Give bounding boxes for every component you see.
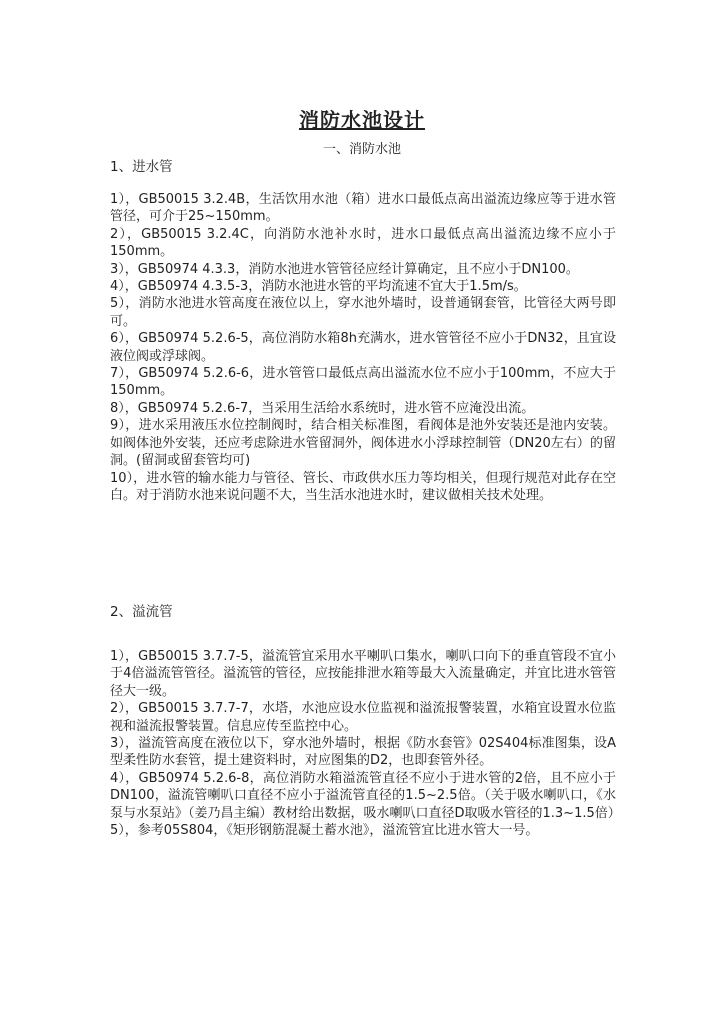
paragraph: 5），消防水池进水管高度在液位以上，穿水池外墙时，设普通钢套管，比管径大两号即可。 xyxy=(110,296,616,329)
paragraph: 10），进水管的输水能力与管径、管长、市政供水压力等均相关，但现行规范对此存在空白。对于消防水池来说问题不大，当生活水池进水时，建议做相关技术处理。 xyxy=(110,470,616,503)
paragraph: 1），GB50015 3.7.7-5，溢流管宜采用水平喇叭口集水，喇叭口向下的垂直管段不宜小于4倍溢流管管径。溢流管的管径，应按能排泄水箱等最大入流量确定，并宜比进水管管径大一级。 xyxy=(110,649,616,699)
page-title: 消防水池设计 xyxy=(299,108,425,132)
paragraph: 1），GB50015 3.2.4B，生活饮用水池（箱）进水口最低点高出溢流边缘应等于进水管管径，可介于25~150mm。 xyxy=(110,192,616,225)
section-inlet-pipe-body xyxy=(110,191,616,504)
paragraph: 7），GB50974 5.2.6-6，进水管管口最低点高出溢流水位不应小于100mm，不应大于150mm。 xyxy=(110,366,616,399)
paragraph: 3），GB50974 4.3.3，消防水池进水管管径应经计算确定，且不应小于DN100。 xyxy=(110,261,579,277)
paragraph: 8），GB50974 5.2.6-7，当采用生活给水系统时，进水管不应淹没出流。 xyxy=(110,400,535,416)
paragraph: 2），GB50015 3.2.4C，向消防水池补水时，进水口最低点高出溢流边缘不应小于150mm。 xyxy=(110,226,616,260)
section-heading-inlet-pipe: 1、进水管 xyxy=(110,159,173,175)
page-subtitle: 一、消防水池 xyxy=(322,142,401,157)
paragraph: 4），GB50974 4.3.5-3，消防水池进水管的平均流速不宜大于1.5m/s。 xyxy=(110,279,527,295)
section-overflow-pipe-body xyxy=(110,648,621,839)
paragraph: 3），溢流管高度在液位以下，穿水池外墙时，根据《防水套管》02S404标准图集，设A型柔性防水套管，提土建资料时，对应图集的D2，也即套管外径。 xyxy=(110,736,616,769)
paragraph: 5），参考05S804，《矩形钢筋混凝土蓄水池》，溢流管宜比进水管大一号。 xyxy=(110,823,539,839)
paragraph: 9），进水采用液压水位控制阀时，结合相关标准图，看阀体是池外安装还是池内安装。如阀体池外安装，还应考虑除进水管留洞外，阀体进水小浮球控制管（DN20左右）的留洞。(留洞或留套管均可) xyxy=(110,418,616,469)
section-heading-overflow-pipe: 2、溢流管 xyxy=(110,604,173,620)
paragraph: 4），GB50974 5.2.6-8，高位消防水箱溢流管直径不应小于进水管的2倍，且不应小于DN100，溢流管喇叭口直径不应小于溢流管直径的1.5~2.5倍。（关于吸水喇叭口，《水泵与水泵站》（姜乃昌主编）教材给出数据，吸水喇叭口直径D取吸水管径的1.3~1.5倍） xyxy=(110,770,621,821)
paragraph: 6），GB50974 5.2.6-5，高位消防水箱8h充满水，进水管管径不应小于DN32，且宜设液位阀或浮球阀。 xyxy=(110,331,616,364)
paragraph: 2），GB50015 3.7.7-7，水塔，水池应设水位监视和溢流报警装置，水箱宜设置水位监视和溢流报警装置。信息应传至监控中心。 xyxy=(110,701,616,734)
